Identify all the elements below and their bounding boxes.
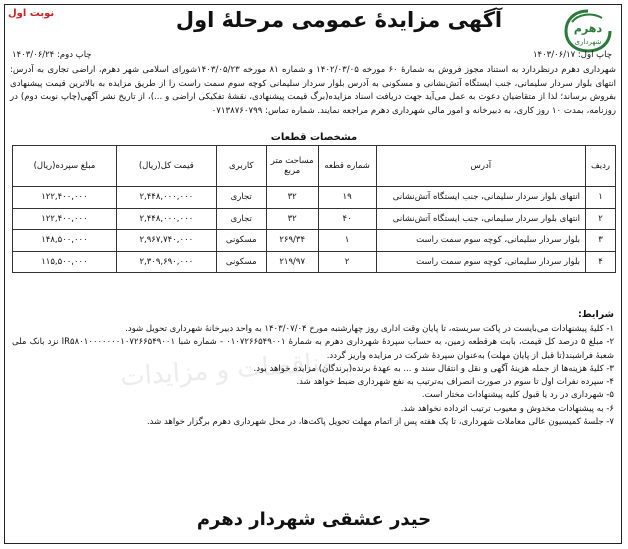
cell-usage: تجاری	[216, 208, 266, 230]
cell-row-number: ۴	[586, 251, 616, 273]
municipality-logo	[562, 8, 614, 54]
second-print-date: چاپ دوم: ۱۴۰۳/۰۶/۲۴	[12, 50, 92, 60]
col-header-lot-number: شماره قطعه	[318, 146, 376, 187]
condition-item: ۴- سپرده نفرات اول تا سوم در صورت انصراف به‌ترتیب به نفع شهرداری ضبط خواهد شد.	[296, 377, 614, 388]
section-title: مشخصات قطعات	[270, 132, 358, 143]
cell-address: بلوار سردار سلیمانی، کوچه سوم سمت راست	[376, 230, 585, 252]
condition-item: ۶- به پیشنهادات مخدوش و معیوب ترتیب اثرداده نخواهد شد.	[400, 403, 614, 414]
watermark: مناقصات و مزایدات	[119, 347, 336, 393]
conditions-list	[12, 323, 614, 429]
cell-area: ۳۲	[266, 208, 318, 230]
cell-total-price: ۲,۳۰۹,۶۹۰,۰۰۰	[116, 251, 216, 273]
condition-item: ۲- مبلغ ۵ درصد کل قیمت، بابت هرقطعه زمین، به حساب سپردۀ شهرداری دهرم به شمارۀ ۰۱۰۷۲۶۶۵۴۹۰۰۱ - شماره شبا IR۵۸۰۱۰۰۰۰۰۰۰۱۰۷۲۶۶۵۴۹۰۰۱ نزد بانک ملی شعبۀ فراشبند(تا قبل از پایان مهلت) به‌عنوان سپردۀ شرکت در مزایده واریز گردد.	[12, 337, 615, 361]
col-header-total-price: قیمت کل(ریال)	[116, 146, 216, 187]
cell-deposit: ۱۱۵,۵۰۰,۰۰۰	[13, 251, 117, 273]
cell-area: ۲۱۹/۹۷	[266, 251, 318, 273]
edition-badge: نوبت اول	[8, 8, 55, 19]
condition-item: ۳- کلیۀ هزینه‌ها از جمله هزینۀ آگهی و نقل و انتقال سند و ... به عهدۀ برنده(برندگان) مزایده خواهد بود.	[253, 363, 614, 374]
cell-lot-number: ۴۰	[318, 208, 376, 230]
notice-title: آگهی مزایدۀ عمومی مرحلۀ اول	[175, 8, 503, 32]
cell-area: ۲۶۹/۳۴	[266, 230, 318, 252]
table-row	[13, 251, 616, 273]
cell-total-price: ۲,۹۶۷,۷۴۰,۰۰۰	[116, 230, 216, 252]
cell-row-number: ۱	[586, 187, 616, 209]
cell-lot-number: ۱	[318, 230, 376, 252]
col-header-deposit: مبلغ سپرده(ریال)	[13, 146, 117, 187]
col-header-row-number: ردیف	[586, 146, 616, 187]
cell-address: انتهای بلوار سردار سلیمانی، جنب ایستگاه آتش‌نشانی	[376, 208, 585, 230]
condition-item: ۷- جلسۀ کمیسیون عالی معاملات شهرداری، تا یک هفته پس از اتمام مهلت تحویل پاکت‌ها، در محل شهرداری دهرم برگزار خواهد شد.	[146, 417, 614, 428]
col-header-area: مساحت متر مربع	[266, 146, 318, 187]
cell-address: انتهای بلوار سردار سلیمانی، جنب ایستگاه آتش‌نشانی	[376, 187, 585, 209]
cell-lot-number: ۱۹	[318, 187, 376, 209]
cell-deposit: ۱۲۲,۴۰۰,۰۰۰	[13, 208, 117, 230]
table-header-row	[13, 146, 616, 187]
cell-usage: تجاری	[216, 187, 266, 209]
cell-usage: مسکونی	[216, 230, 266, 252]
intro-paragraph: شهرداری دهرم درنظردارد به استناد مجوز فروش به شمارۀ ۶۰ مورخه ۱۴۰۲/۰۳/۰۵ و شماره ۸۱ مورخه ۱۴۰۳/۰۵/۲۳شورای اسلامی شهر دهرم، اراضی تجاری به آدرس: انتهای بلوار سردار سلیمانی، جنب ایستگاه آتش‌نشانی و مسکونی به آدرس بلوار سردار سلیمانی کوچه سوم سمت راست را از طریق مزایده به بالاترین قیمت پیشنهادی بفروش برساند؛ لذا از متقاضیان دعوت به عمل می‌آید جهت دریافت اسناد مزایده(برگ قیمت پیشنهادی، نقشۀ تفکیکی اراضی و ...)، از تاریخ نشر آگهی(چاپ نوبت دوم) در روزنامه، بمدت ۱۰ روز کاری، به دبیرخانه و امور مالی شهرداری دهرم مراجعه نمایند. شماره تماس: ۰۷۱۳۸۷۶۰۷۹۹	[10, 65, 616, 116]
table-row	[13, 208, 616, 230]
cell-deposit: ۱۲۲,۴۰۰,۰۰۰	[13, 187, 117, 209]
condition-item: ۱- کلیۀ پیشنهادات می‌بایست در پاکت سربسته، تا پایان وقت اداری روز چهارشنبه مورخ ۱۴۰۳/۰۷/۰۴ به واحد دبیرخانۀ شهرداری تحویل شود.	[125, 324, 614, 334]
logo-subtext: شهرداری	[574, 38, 602, 46]
cell-row-number: ۳	[586, 230, 616, 252]
table-row	[13, 187, 616, 209]
condition-item: ۵- شهرداری در رد یا قبول کلیه پیشنهادات مختار است.	[421, 390, 614, 401]
cell-row-number: ۲	[586, 208, 616, 230]
cell-deposit: ۱۴۸,۵۰۰,۰۰۰	[13, 230, 117, 252]
logo-text: دهرم	[573, 22, 603, 35]
col-header-address: آدرس	[376, 146, 585, 187]
cell-address: بلوار سردار سلیمانی، کوچه سوم سمت راست	[376, 251, 585, 273]
cell-usage: مسکونی	[216, 251, 266, 273]
table-row	[13, 230, 616, 252]
signature: حیدر عشقی شهردار دهرم	[196, 509, 432, 530]
col-header-usage: کاربری	[216, 146, 266, 187]
first-print-date: چاپ اول: ۱۴۰۳/۰۶/۱۷	[532, 50, 612, 60]
cell-total-price: ۲,۴۴۸,۰۰۰,۰۰۰	[116, 208, 216, 230]
cell-total-price: ۲,۴۴۸,۰۰۰,۰۰۰	[116, 187, 216, 209]
cell-lot-number: ۲	[318, 251, 376, 273]
lots-table	[12, 145, 616, 273]
conditions-title: شرایط:	[577, 309, 614, 320]
cell-area: ۳۲	[266, 187, 318, 209]
